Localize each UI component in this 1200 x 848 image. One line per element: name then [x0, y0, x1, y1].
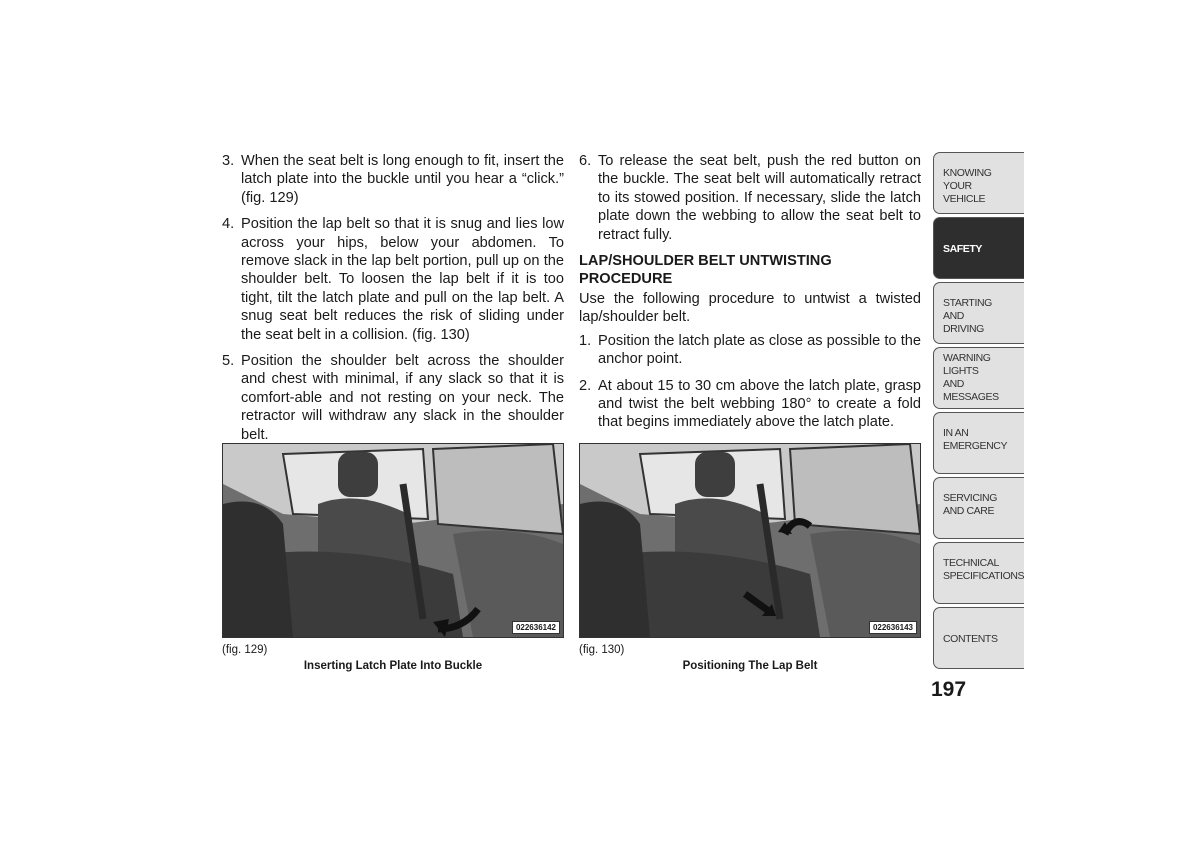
item-number: 5. — [222, 353, 235, 370]
tab-label: SAFETY — [943, 243, 983, 255]
list-item — [222, 352, 564, 444]
tab-label: AND — [943, 310, 964, 322]
right-column — [579, 152, 921, 440]
tab-label: KNOWING — [943, 167, 992, 179]
figure-reference: (fig. 129) — [222, 644, 268, 656]
item-text: At about 15 to 30 cm above the latch plate, grasp and twist the belt webbing 180° to create a fold that begins immediately above the latch plate. — [598, 377, 921, 431]
tab-label: TECHNICAL — [943, 557, 999, 569]
section-tabs — [933, 152, 1024, 672]
tab-label: EMERGENCY — [943, 440, 1008, 452]
item-number: 1. — [579, 332, 592, 349]
item-number: 2. — [579, 377, 592, 394]
item-text: Position the lap belt so that it is snug and lies low across your hips, below your abdomen. To remove slack in the lap belt portion, pull up on the shoulder belt. To loosen the lap belt if it is too tight, tilt the latch plate and pull on the lap belt. A snug seat belt reduces the risk of sliding under the seat belt in a collision. (fig. 130) — [241, 216, 564, 343]
tab-label: SERVICING — [943, 492, 997, 504]
item-number: 3. — [222, 153, 235, 169]
tab-warning-lights-and-messages[interactable] — [933, 347, 1024, 409]
list-item — [579, 377, 921, 432]
figure-caption: Inserting Latch Plate Into Buckle — [303, 660, 483, 672]
item-text: Position the shoulder belt across the shoulder and chest with minimal, if any slack so that it is comfort-able and not resting on your neck. The retractor will withdraw any slack in the shoulder belt. — [241, 353, 564, 443]
item-text: When the seat belt is long enough to fit, insert the latch plate into the buckle until you hear a “click.” (fig. 129) — [241, 153, 564, 206]
tab-label: YOUR — [943, 180, 972, 192]
figure-caption: Positioning The Lap Belt — [682, 660, 818, 672]
tab-label: DRIVING — [943, 323, 984, 335]
tab-contents[interactable] — [933, 607, 1024, 669]
tab-label: STARTING — [943, 297, 992, 309]
section-heading: LAP/SHOULDER BELT UNTWISTING PROCEDURE — [579, 253, 832, 288]
tab-label: CONTENTS — [943, 633, 998, 645]
tab-servicing-and-care[interactable] — [933, 477, 1024, 539]
left-column — [222, 152, 564, 452]
tab-label: IN AN — [943, 427, 969, 439]
tab-label: AND CARE — [943, 505, 995, 517]
tab-starting-and-driving[interactable] — [933, 282, 1024, 344]
tab-label: LIGHTS — [943, 365, 979, 377]
item-text: To release the seat belt, push the red button on the buckle. The seat belt will automatically retract to its stowed position. If necessary, slide the latch plate down the webbing to allow the seat belt to retract fully. — [598, 153, 921, 243]
item-number: 6. — [579, 153, 592, 169]
tab-safety[interactable] — [933, 217, 1024, 279]
list-item — [222, 152, 564, 207]
page-number: 197 — [931, 678, 967, 701]
figure-reference: (fig. 130) — [579, 644, 625, 656]
figure-129-image — [222, 443, 564, 638]
tab-in-an-emergency[interactable] — [933, 412, 1024, 474]
tab-label: MESSAGES — [943, 391, 999, 403]
tab-label: SPECIFICATIONS — [943, 570, 1025, 582]
list-item — [222, 215, 564, 344]
tab-knowing-your-vehicle[interactable] — [933, 152, 1024, 214]
figure-code: 022636142 — [512, 621, 560, 634]
figure-code: 022636143 — [869, 621, 917, 634]
intro-paragraph: Use the following procedure to untwist a twisted lap/shoulder belt. — [579, 291, 921, 326]
tab-label: WARNING — [943, 352, 991, 364]
list-item — [579, 152, 921, 244]
item-number: 4. — [222, 216, 235, 233]
list-item — [579, 332, 921, 369]
figure-130-image — [579, 443, 921, 638]
item-text: Position the latch plate as close as possible to the anchor point. — [598, 332, 921, 368]
tab-label: VEHICLE — [943, 193, 986, 205]
tab-technical-specifications[interactable] — [933, 542, 1024, 604]
tab-label: AND — [943, 378, 964, 390]
